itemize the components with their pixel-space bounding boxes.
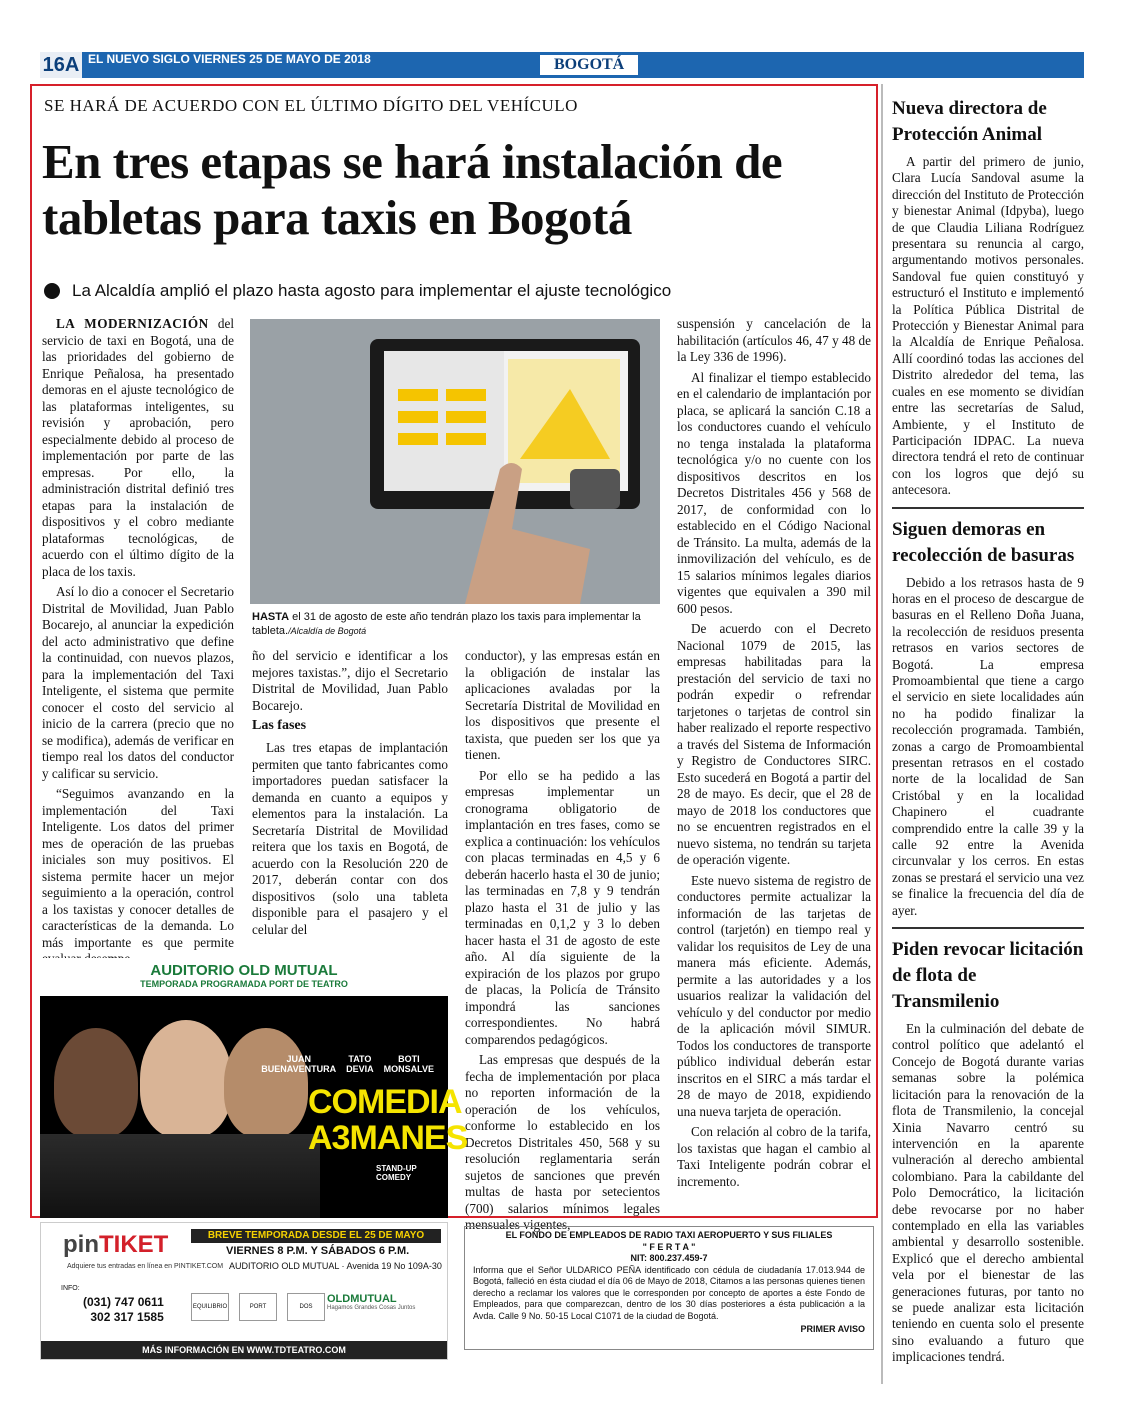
pintiket-tagline: Adquiere tus entradas en línea en PINTIKET.COM [67, 1263, 224, 1270]
season-banner: BREVE TEMPORADA DESDE EL 25 DE MAYO [191, 1229, 441, 1243]
venue-address: AUDITORIO OLD MUTUAL · Avenida 19 No 109A-30 [229, 1261, 442, 1271]
pintiket-logo: pinTIKET [63, 1231, 169, 1258]
paragraph: “Seguimos avanzando en la implementación del Taxi Inteligente. Los datos del primer mes de operación de las pruebas iniciales son muy positivos. El sistema permite hacer un mejor seguimiento a la operación, control a los taxistas y conocer detalles de características de la demanda. Lo más importante es que permite [42, 786, 234, 950]
paragraph: Las empresas que después de la fecha de implementación por placa no reporten información de la operación de los vehículos, conforme lo establecido en los Decretos Distritales 450, 568 y su resolución reglamentaria serán sujetos de sanciones que prevén multas de hasta por setecientos (700) salarios mínimos legales mensuales vigentes, [465, 1052, 660, 1232]
paragraph: Las tres etapas de implantación permiten que tanto fabricantes como importadores puedan satisfacer la demanda en cuanto a equipos y elementos para la instalación. La Secretaría Distrital de Movilidad reitera que los taxis en Bogotá, de acuerdo con la Resolución 220 de 2017, deberán contar con dos dispositivos (solo una tableta disponible para el pasajero y el celular del [252, 740, 448, 937]
article-column-2 [252, 648, 448, 942]
paragraph: Al finalizar el tiempo establecido en el calendario de implantación por placa, se aplicará la sanción C.18 a los conductores cuando el vehículo no tenga instalada la plataforma tecnológica y/o no cuente con los dispositivos descritos en los Decretos Distritales 456 y 568 de 2017, de conformidad con lo establecido en el Código Nacional de Tránsito. La multa, además de la inmovilización del vehículo, es de 15 salarios mínimos legales diarios vigentes que equivalen a 390 mil 600 pesos. [677, 369, 871, 616]
notice-nit: NIT: 800.237.459-7 [630, 1253, 708, 1263]
caption-lead: HASTA [252, 611, 290, 623]
notice-title: EL FONDO DE EMPLEADOS DE RADIO TAXI AEROPUERTO Y SUS FILIALES [505, 1230, 833, 1240]
phone-numbers: (031) 747 0611 302 317 1585 [83, 1295, 164, 1324]
paragraph: suspensión y cancelación de la habilitación (artículos 46, 47 y 48 de la Ley 336 de 1996). [677, 316, 871, 364]
publication-date: VIERNES 25 DE MAYO DE 2018 [193, 52, 371, 66]
paragraph: De acuerdo con el Decreto Nacional 1079 de 2015, las empresas habilitadas para la prestación del servicio de taxi no podrán expedir o refrendar tarjetones o tarjetas de control sin haber realizado el reporte respectivo a través del Sistema de Información y Registro de Conductores SIRC. Esto sucederá en Bogotá a partir del 28 de mayo. Es decir, que el 28 de mayo de 2018 los conductores que no se encuentren registrados en el nuevo sistema, no tendrán su tarjeta de operación vigente. [677, 621, 871, 867]
sidebar-body: En la culminación del debate de control político que adelantó el Concejo de Bogotá durante varias semanas sobre la polémica licitación para la renovación de la flota de Transmilenio, la concejal Xinia Navarro centró su intervención en la aparente vulneración al derecho ambiental colombiano. Para la cabildante del Polo Democrático, la licitación debe revocarse por no haber contemplado en ella las variables ambiental y desarrollo sostenible. Explicó que el derecho ambiental vela por el bienestar de las generaciones futuras, por tanto no se puede analizar esta licitación teniendo en cuenta solo el presente sino evaluando a futuro que implicaciones tendrá. [892, 1021, 1084, 1365]
sponsor-logo: DOS [287, 1293, 325, 1321]
performer-name: JUAN BUENAVENTURA [261, 1054, 337, 1074]
masthead [40, 52, 1084, 78]
show-tag: STAND-UP COMEDY [376, 1164, 417, 1182]
dek-text: La Alcaldía amplió el plazo hasta agosto para implementar el ajuste tecnológico [72, 281, 672, 300]
column-divider [881, 84, 883, 1384]
paragraph: Con relación al cobro de la tarifa, los taxistas que hagan el cambio al Taxi Inteligente podrán cobrar el incremento. [677, 1124, 871, 1189]
divider [892, 927, 1084, 929]
sidebar [892, 96, 1084, 1366]
paragraph: Por ello se ha pedido a las empresas implementar un cronograma obligatorio de implantación en tres fases, como se explica a continuación: los vehículos con placas terminadas en 4,5 y 6 deberán hacerlo hasta el 30 de junio; las terminadas en 7,8 y 9 tendrán plazo hasta el 31 de julio y las terminadas en 0,1,2 y 3 lo deben hacer hasta el 31 de agosto de este año. Al día siguiente de la expiración de los plazos por grupo de placas, la Policía de Tránsito impondrá las sanciones correspondientes. No habrá comparendos pedagógicos. [465, 767, 660, 1047]
page-number: 16A [40, 52, 82, 78]
sidebar-body: Debido a los retrasos hasta de 9 horas en el proceso de descargue de basuras en el Relleno Doña Juana, la recolección de residuos presenta retrasos en varios sectores de Bogotá. La empresa Promoambiental que tiene a cargo el servicio en siete localidades aún no ha podido finalizar la recolección programada. También, zonas a cargo de Promoambiental presentan retrasos en el costado norte de la localidad de San Cristóbal y en la localidad Chapinero el cuadrante comprendido entre la calle 39 y la calle 92 entre la Avenida circunvalar y los cerros. En estas zonas se prestará el servicio una vez se finalice la frecuencia del día de ayer. [892, 574, 1084, 918]
bullet-icon [44, 283, 60, 299]
sidebar-title: Piden revocar licitación de flota de Transmilenio [892, 939, 1084, 1013]
info-label: INFO: [61, 1285, 80, 1292]
sidebar-body: A partir del primero de junio, Clara Lucía Sandoval asume la dirección del Instituto de Protección y bienestar Animal (Idpyba), luego de que Claudia Liliana Rodríguez presentara su renuncia al cargo, argumentando motivos personales. Sandoval fue quien constituyó y estructuró el Instituto e implementó la Política Pública Distrital de Protección y Bienestar Animal para la Alcaldía de Enrique Peñalosa. Allí coordinó todas las acciones del Distrito alrededor del tema, las cuales en ese momento se dividían entre las secretarías de Salud, Ambiente, y el Instituto de Participación IDPAC. La nueva directora tendrá el reto de continuar con los logros que dejó su antecesora. [892, 154, 1084, 498]
performer-names [261, 1054, 434, 1074]
section-label: BOGOTÁ [540, 55, 638, 75]
ad-venue-title: AUDITORIO OLD MUTUAL [150, 962, 338, 979]
sidebar-title: Siguen demoras en recolección de basuras [892, 518, 1075, 566]
performer-photo [140, 1020, 232, 1138]
sponsor-logo: EQUILIBRIO [191, 1293, 229, 1321]
more-info-link[interactable]: MÁS INFORMACIÓN EN WWW.TDTEATRO.COM [41, 1341, 447, 1359]
performer-photo [224, 1028, 308, 1138]
publication-info [88, 52, 371, 66]
divider [892, 507, 1084, 509]
performer-name: TATO DEVIA [346, 1054, 374, 1074]
publication-name: EL NUEVO SIGLO [88, 52, 190, 66]
subhead: Las fases [252, 718, 307, 733]
ad-venue-subtitle: TEMPORADA PROGRAMADA PORT DE TEATRO [140, 979, 348, 989]
article-column-3 [465, 648, 660, 1238]
notice-name: " F E R T A " [642, 1241, 696, 1252]
performer-bodies [40, 1134, 320, 1218]
show-title: COMEDIA A3MANES [308, 1083, 468, 1157]
show-times: VIERNES 8 P.M. Y SÁBADOS 6 P.M. [226, 1245, 410, 1257]
paragraph: conductor), y las empresas están en la obligación de instalar las aplicaciones avaladas por la Secretaría Distrital de Movilidad en los dispositivos que presente el taxista, que pueden ser los que ya tienen. [465, 648, 660, 762]
lead-caps: LA MODERNIZACIÓN [56, 316, 209, 331]
article-column-4 [677, 316, 871, 1194]
paragraph: LA MODERNIZACIÓN del servicio de taxi en Bogotá, una de las prioridades del gobierno de Enrique Peñalosa, ha presentado demoras en el ajuste tecnológico de las plataformas inteligentes, su revisión y aprobación, pero especialmente debido al proceso de implementación por parte de las empresas. Por ello, la administración distrital definió tres etapas para la instalación de dispositivos y el cobro mediante plataformas tecnológicas, de acuerdo con el último dígito de la placa de los taxis. [42, 316, 234, 579]
paragraph: Este nuevo sistema de registro de conductores permite actualizar la información de las tarjetas de control (tarjetón) en tiempo real y validar los requisitos de Ley de una manera más eficiente. Además, permite a las autoridades y a los usuarios realizar la validación del vehículo y del conductor por medio de la aplicación móvil SIMUR. Todos los conductores de transporte público individual deberán estar inscritos en el SIRC a más tardar el 28 de mayo de 2018, expidiendo una nueva tarjeta de operación. [677, 872, 871, 1119]
ad-header [40, 958, 448, 996]
taxi-tablet-illustration [250, 319, 660, 604]
article-headline: En tres etapas se hará instalación de tabletas para taxis en Bogotá [42, 134, 783, 245]
ticket-advertisement[interactable] [40, 1222, 448, 1360]
sponsor-logo: PORT [239, 1293, 277, 1321]
legal-notice [464, 1226, 874, 1350]
paragraph: ño del servicio e identificar a los mejores taxistas.”, dijo el Secretario Distrital de Movilidad, Juan Pablo Bocarejo. [252, 648, 448, 713]
oldmutual-logo: OLDMUTUAL Hagamos Grandes Cosas Juntos [327, 1293, 416, 1311]
caption-credit: /Alcaldía de Bogotá [288, 626, 367, 636]
sponsor-logos [191, 1293, 325, 1321]
article-kicker: SE HARÁ DE ACUERDO CON EL ÚLTIMO DÍGITO DEL VEHÍCULO [44, 96, 578, 115]
notice-footer: PRIMER AVISO [800, 1324, 865, 1334]
paragraph: Así lo dio a conocer el Secretario Distrital de Movilidad, Juan Pablo Bocarejo, al anunciar la expedición del acto administrativo que define la continuidad, con nuevos plazos, para la implementación del Taxi Inteligente, el sistema que permite conocer el costo del servicio al inicio de la carrera (precio que no se modifica), además de verificar en tiempo real los datos del conductor y calificar su servicio. [42, 584, 234, 781]
sidebar-title: Nueva directora de Protección Animal [892, 98, 1047, 145]
article-dek [44, 281, 671, 301]
performer-photo [54, 1028, 138, 1138]
article-column-1 [42, 316, 234, 972]
comedy-advertisement[interactable] [40, 958, 468, 1218]
performer-name: BOTI MONSALVE [383, 1054, 434, 1074]
article-photo [250, 319, 660, 604]
notice-body: Informa que el Señor ULDARICO PEÑA identificado con cédula de ciudadanía 17.013.944 de Bogotá, falleció en ésta ciudad el día 06 de Mayo de 2018, Citamos a las personas quienes tienen derecho a reclamar los valores que le corresponden por concepto de aportes a éste Fondo de Empleados, para que comparezcan, dentro de los 30 días posteriores a ésta publicación a la Avda. Calle 9 No. 50-15 Local C1071 de la ciudad de Bogotá. [473, 1264, 865, 1321]
photo-caption: HASTA el 31 de agosto de este año tendrán plazo los taxis para implementar la tableta./Alcaldía de Bogotá [252, 611, 641, 637]
